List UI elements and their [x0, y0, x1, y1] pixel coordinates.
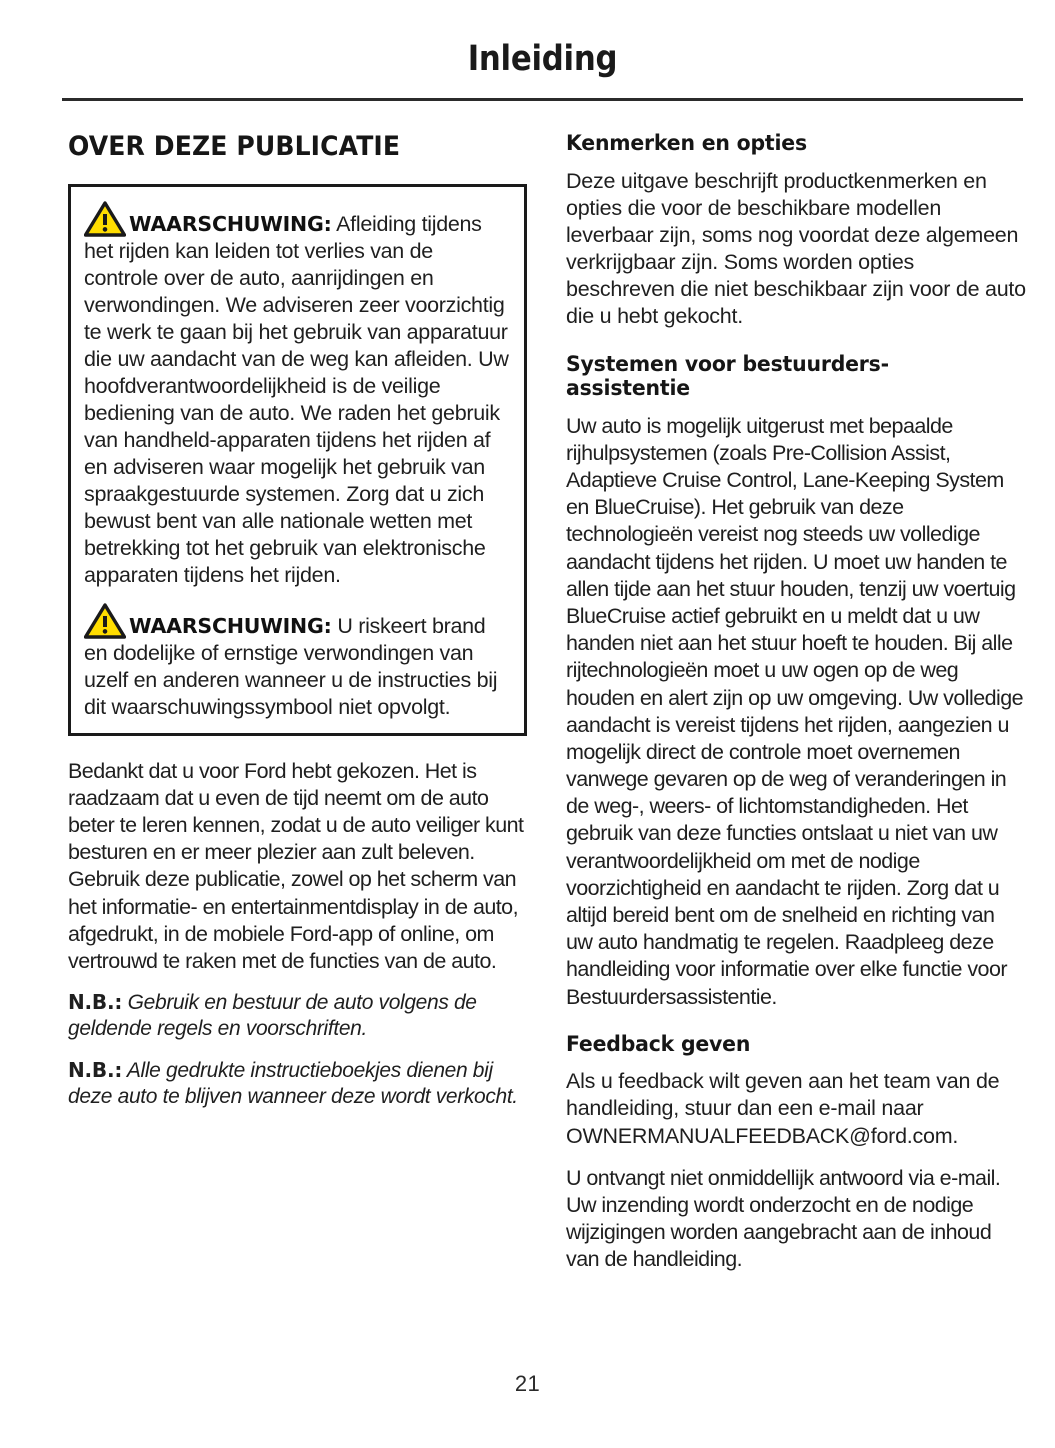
intro-paragraph: Bedankt dat u voor Ford hebt gekozen. Het is raadzaam dat u even de tijd neemt om de auto beter te leren kennen, zodat u de auto veiliger kunt besturen en er meer plezier aan zult beleven. Gebruik deze publicatie, zowel op het scherm van het informatie- en entertainmentdisplay in de auto, afgedrukt, in de mobiele Ford-app of online, om vertrouwd te raken met de functies van de auto.	[68, 758, 524, 973]
note-1	[68, 990, 528, 1043]
heading-systemen-voor-bestuurdersassistentie: Systemen voor bestuurders-assistentie	[566, 351, 889, 402]
note-label-1: N.B.:	[68, 990, 123, 1015]
left-column	[68, 132, 528, 1125]
warning-text-1: Afleiding tijdens het rijden kan leiden tot verlies van de controle over de auto, aanrijdingen en verwondingen. We adviseren zeer voorzichtig te werk te gaan bij het gebruik van apparatuur die uw aandacht van de weg kan afleiden. Uw hoofdverantwoordelijkheid is de veilige bediening van de auto. We raden het gebruik van handheld-apparaten tijdens het rijden af en adviseren waar mogelijk het gebruik van spraakgestuurde systemen. Zorg dat u zich bewust bent van alle nationale wetten met betrekking tot het gebruik van elektronische apparaten tijdens het rijden.	[84, 212, 509, 587]
warning-text-2: U riskeert brand en dodelijke of ernstige verwondingen van uzelf en anderen wanneer u de instructies bij dit waarschuwingssymbool niet opvolgt.	[84, 613, 498, 719]
note-label-2: N.B.:	[68, 1057, 123, 1082]
chapter-title: Inleiding	[467, 39, 618, 79]
section-title-over-deze-publicatie: OVER DEZE PUBLICATIE	[68, 131, 401, 162]
page-header	[62, 40, 1023, 79]
paragraph-feedback-geven-1: Als u feedback wilt geven aan het team van de handleiding, stuur dan een e-mail naar OWNERMANUALFEEDBACK@ford.com.	[566, 1069, 1000, 1148]
note-text-2: Alle gedrukte instructieboekjes dienen bij deze auto te blijven wanneer deze wordt verkocht.	[68, 1058, 518, 1108]
heading-kenmerken-en-opties: Kenmerken en opties	[566, 131, 807, 156]
header-divider	[62, 98, 1023, 101]
paragraph-systemen-voor-bestuurdersassistentie: Uw auto is mogelijk uitgerust met bepaalde rijhulpsystemen (zoals Pre-Collision Assist, Adaptieve Cruise Control, Lane-Keeping System en BlueCruise). Het gebruik van deze technologieën vereist nog steeds uw volledige aandacht tijdens het rijden. U moet uw handen te allen tijde aan het stuur houden, tenzij uw voertuig BlueCruise actief gebruikt en u meldt dat u uw handen niet aan het stuur hoeft te houden. Bij alle rijtechnologieën moet u uw ogen op de weg houden en alert zijn op uw omgeving. Uw volledige aandacht is vereist tijdens het rijden, aangezien u mogelijk direct de controle moet overnemen vanwege gevaren op de weg of veranderingen in de weg-, weers- of lichtomstandigheden. Het gebruik van deze functies ontslaat u niet van uw verantwoordelijkheid om met de nodige voorzichtigheid en aandacht te rijden. Zorg dat u altijd bereid bent om de snelheid en richting van uw auto handmatig te regelen. Raadpleeg deze handleiding voor informatie over elke functie voor Bestuurdersassistentie.	[566, 413, 1024, 1009]
page-number: 21	[514, 1371, 541, 1396]
warning-label-1: WAARSCHUWING:	[129, 212, 332, 237]
warning-triangle-icon	[84, 201, 126, 237]
warning-triangle-icon	[84, 603, 126, 639]
warning-box	[68, 184, 527, 735]
paragraph-feedback-geven-2: U ontvangt niet onmiddellijk antwoord via e-mail. Uw inzending wordt onderzocht en de nodige wijzigingen worden aangebracht aan de inhoud van de handleiding.	[566, 1165, 1001, 1272]
warning-paragraph-1	[84, 201, 511, 589]
right-column	[566, 132, 1026, 1274]
heading-feedback-geven: Feedback geven	[566, 1031, 751, 1057]
note-2	[68, 1058, 528, 1111]
warning-paragraph-2	[84, 603, 511, 721]
warning-label-2: WAARSCHUWING:	[129, 613, 332, 638]
paragraph-kenmerken-en-opties: Deze uitgave beschrijft productkenmerken en opties die voor de beschikbare modellen leverbaar zijn, soms nog voordat deze algemeen verkrijgbaar zijn. Soms worden opties beschreven die niet beschikbaar zijn voor de auto die u hebt gekocht.	[566, 168, 1026, 329]
note-text-1: Gebruik en bestuur de auto volgens de geldende regels en voorschriften.	[68, 991, 477, 1041]
content-columns	[0, 132, 1055, 1332]
